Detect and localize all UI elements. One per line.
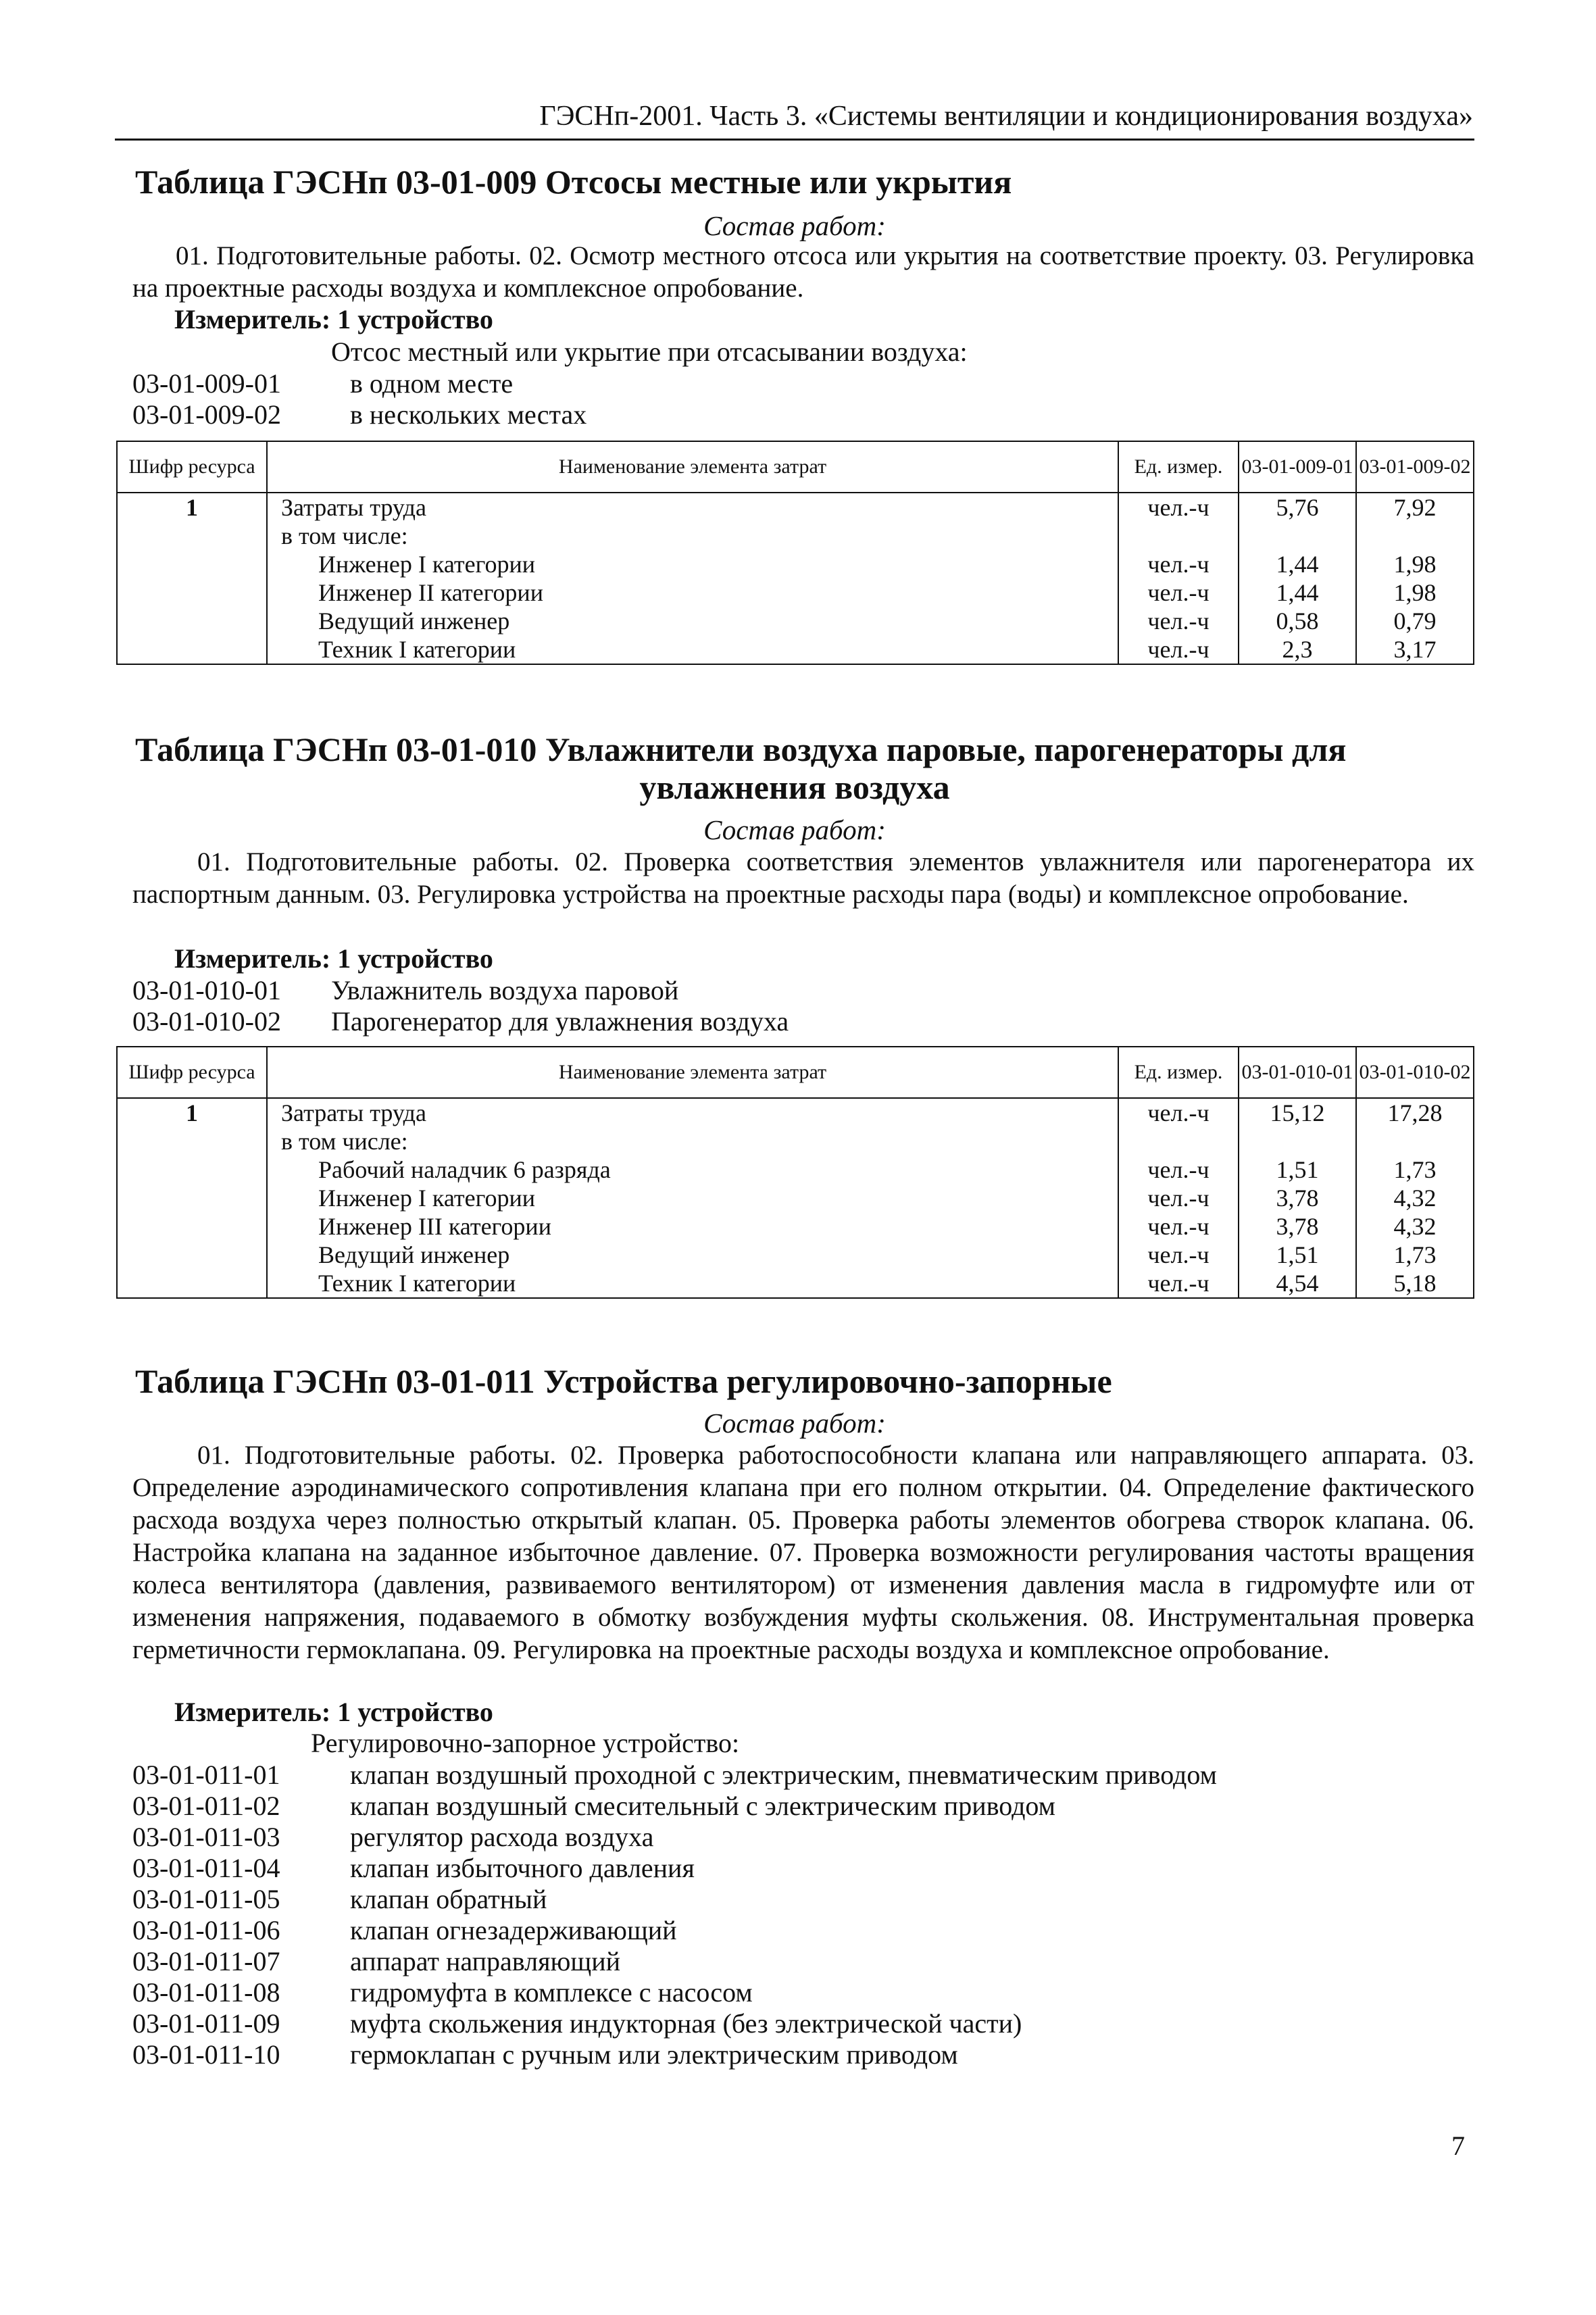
item-code: 03-01-011-06: [132, 1915, 280, 1945]
section3-meter: Измеритель: 1 устройство: [174, 1697, 493, 1727]
item-text: гермоклапан с ручным или электрическим приводом: [350, 2039, 958, 2070]
section2-meter: Измеритель: 1 устройство: [174, 943, 493, 974]
cell-code: [117, 578, 267, 607]
section1-group-label: Отсос местный или укрытие при отсасывании воздуха:: [331, 337, 968, 367]
header-resource-code: Шифр ресурса: [117, 1047, 267, 1098]
cell-value: 1,98: [1356, 550, 1474, 578]
header-unit: Ед. измер.: [1118, 441, 1239, 493]
cell-name: Затраты труда: [267, 1098, 1118, 1127]
header-cost-element: Наименование элемента затрат: [267, 441, 1118, 493]
cell-unit: чел.-ч: [1118, 578, 1239, 607]
item-text: аппарат направляющий: [350, 1946, 620, 1976]
table-row: [117, 550, 1474, 578]
cell-name: в том числе:: [267, 522, 1118, 550]
section3-group-label: Регулировочно-запорное устройство:: [311, 1728, 740, 1758]
cell-name: Ведущий инженер: [267, 607, 1118, 635]
item-text: клапан избыточного давления: [350, 1853, 695, 1883]
cell-code: [117, 1184, 267, 1212]
table-row: [117, 1241, 1474, 1269]
cell-value: 1,73: [1356, 1241, 1474, 1269]
cell-name: Затраты труда: [267, 493, 1118, 522]
section1-cost-table: [116, 441, 1474, 665]
cell-value: 1,98: [1356, 578, 1474, 607]
section1-works-heading: Состав работ:: [703, 210, 886, 241]
cell-value: 5,76: [1239, 493, 1356, 522]
cell-name: в том числе:: [267, 1127, 1118, 1155]
cell-value: 4,54: [1239, 1269, 1356, 1298]
cell-name: Техник I категории: [267, 1269, 1118, 1298]
cell-unit: чел.-ч: [1118, 607, 1239, 635]
item-text: клапан обратный: [350, 1884, 547, 1914]
cell-name: Рабочий наладчик 6 разряда: [267, 1155, 1118, 1184]
cell-code: [117, 1241, 267, 1269]
cell-code: [117, 607, 267, 635]
cell-unit: чел.-ч: [1118, 1212, 1239, 1241]
item-code: 03-01-011-03: [132, 1822, 280, 1852]
cell-unit: чел.-ч: [1118, 1241, 1239, 1269]
header-norm-col1: 03-01-010-01: [1239, 1047, 1356, 1098]
section1-title: Таблица ГЭСНп 03-01-009 Отсосы местные или укрытия: [135, 163, 1012, 201]
cell-value: [1356, 522, 1474, 550]
cell-code: [117, 1212, 267, 1241]
section1-works-text: 01. Подготовительные работы. 02. Осмотр местного отсоса или укрытия на соответствие проекту. 03. Регулировка на проектные расходы воздуха и комплексное опробование.: [132, 241, 1474, 303]
cell-value: 2,3: [1239, 635, 1356, 664]
table-row: [117, 1184, 1474, 1212]
item-code: 03-01-011-01: [132, 1760, 280, 1790]
table-row: [117, 635, 1474, 664]
cell-code: 1: [117, 493, 267, 522]
section1-meter: Измеритель: 1 устройство: [174, 304, 493, 334]
cell-value: 1,51: [1239, 1241, 1356, 1269]
cell-unit: чел.-ч: [1118, 493, 1239, 522]
item-code: 03-01-011-05: [132, 1884, 280, 1914]
cell-code: [117, 522, 267, 550]
item-text: клапан огнезадерживающий: [350, 1915, 677, 1945]
section2-title-line1: Таблица ГЭСНп 03-01-010 Увлажнители воздуха паровые, парогенераторы для: [135, 730, 1347, 768]
item-text: регулятор расхода воздуха: [350, 1822, 654, 1852]
cell-unit: чел.-ч: [1118, 1184, 1239, 1212]
table-row: [117, 1098, 1474, 1127]
header-divider: [115, 139, 1474, 141]
header-norm-col1: 03-01-009-01: [1239, 441, 1356, 493]
cell-value: 17,28: [1356, 1098, 1474, 1127]
page-number: 7: [1451, 2131, 1465, 2161]
cell-value: [1356, 1127, 1474, 1155]
item-text: Парогенератор для увлажнения воздуха: [331, 1006, 789, 1037]
item-text: в одном месте: [350, 368, 514, 399]
cell-value: 1,51: [1239, 1155, 1356, 1184]
item-code: 03-01-011-09: [132, 2008, 280, 2039]
cell-unit: чел.-ч: [1118, 1155, 1239, 1184]
cell-name: Инженер III категории: [267, 1212, 1118, 1241]
item-text: муфта скольжения индукторная (без электрической части): [350, 2008, 1022, 2039]
cell-unit: чел.-ч: [1118, 1098, 1239, 1127]
section2-works-text: 01. Подготовительные работы. 02. Проверка соответствия элементов увлажнителя или парогенератора их паспортным данным. 03. Регулировка устройства на проектные расходы пара (воды) и комплексное опробование.: [132, 847, 1474, 909]
cell-unit: чел.-ч: [1118, 550, 1239, 578]
cell-code: [117, 1269, 267, 1298]
cell-value: 1,73: [1356, 1155, 1474, 1184]
item-text: клапан воздушный смесительный с электрическим приводом: [350, 1791, 1055, 1821]
cell-unit: [1118, 522, 1239, 550]
cell-name: Техник I категории: [267, 635, 1118, 664]
cell-code: [117, 635, 267, 664]
cell-name: Инженер II категории: [267, 578, 1118, 607]
item-code: 03-01-009-02: [132, 399, 281, 430]
cell-code: [117, 1155, 267, 1184]
table-header-row: [117, 441, 1474, 493]
cell-unit: [1118, 1127, 1239, 1155]
running-header: ГЭСНп-2001. Часть 3. «Системы вентиляции и кондиционирования воздуха»: [539, 101, 1473, 132]
table-row: [117, 607, 1474, 635]
item-text: Увлажнитель воздуха паровой: [331, 975, 679, 1005]
cell-name: Инженер I категории: [267, 1184, 1118, 1212]
item-code: 03-01-011-04: [132, 1853, 280, 1883]
section2-works-heading: Состав работ:: [703, 814, 886, 845]
item-code: 03-01-011-08: [132, 1977, 280, 2008]
item-code: 03-01-011-07: [132, 1946, 280, 1976]
cell-value: 3,78: [1239, 1212, 1356, 1241]
header-unit: Ед. измер.: [1118, 1047, 1239, 1098]
table-row: [117, 493, 1474, 522]
table-row: [117, 578, 1474, 607]
header-norm-col2: 03-01-010-02: [1356, 1047, 1474, 1098]
header-norm-col2: 03-01-009-02: [1356, 441, 1474, 493]
cell-value: 1,44: [1239, 550, 1356, 578]
table-row: [117, 1212, 1474, 1241]
cell-value: 4,32: [1356, 1184, 1474, 1212]
item-code: 03-01-010-02: [132, 1006, 281, 1037]
cell-value: 0,79: [1356, 607, 1474, 635]
cell-value: 3,17: [1356, 635, 1474, 664]
cell-value: 7,92: [1356, 493, 1474, 522]
table-row: [117, 1155, 1474, 1184]
cell-code: [117, 550, 267, 578]
item-code: 03-01-011-10: [132, 2039, 280, 2070]
cell-value: [1239, 1127, 1356, 1155]
cell-value: 0,58: [1239, 607, 1356, 635]
table-row: [117, 522, 1474, 550]
header-cost-element: Наименование элемента затрат: [267, 1047, 1118, 1098]
section3-works-text: 01. Подготовительные работы. 02. Проверка работоспособности клапана или направляющего аппарата. 03. Определение аэродинамического сопротивления клапана при его полном открытии. 04. Определение фактического расхода воздуха через полностью открытый клапан. 05. Проверка работы элементов обогрева створок клапана. 06. Настройка клапана на заданное избыточное давление. 07. Проверка возможности регулирования частоты вращения колеса вентилятора (давления, развиваемого вентилятором) от изменения давления масла в гидромуфте или от изменения напряжения, подаваемого в обмотку возбуждения муфты скольжения. 08. Инструментальная проверка герметичности гермоклапана. 09. Регулировка на проектные расходы воздуха и комплексное опробование.: [132, 1441, 1474, 1664]
table-header-row: [117, 1047, 1474, 1098]
cell-unit: чел.-ч: [1118, 635, 1239, 664]
header-resource-code: Шифр ресурса: [117, 441, 267, 493]
cell-unit: чел.-ч: [1118, 1269, 1239, 1298]
item-text: клапан воздушный проходной с электрическим, пневматическим приводом: [350, 1760, 1217, 1790]
item-code: 03-01-009-01: [132, 368, 281, 399]
cell-value: 15,12: [1239, 1098, 1356, 1127]
section3-works-heading: Состав работ:: [703, 1408, 886, 1439]
cell-value: 3,78: [1239, 1184, 1356, 1212]
cell-value: 4,32: [1356, 1212, 1474, 1241]
section2-cost-table: [116, 1046, 1474, 1299]
item-text: в нескольких местах: [350, 399, 587, 430]
item-code: 03-01-010-01: [132, 975, 281, 1005]
cell-value: 1,44: [1239, 578, 1356, 607]
cell-code: [117, 1127, 267, 1155]
table-row: [117, 1127, 1474, 1155]
cell-value: [1239, 522, 1356, 550]
section2-title-line2: увлажнения воздуха: [639, 768, 950, 806]
cell-name: Ведущий инженер: [267, 1241, 1118, 1269]
cell-name: Инженер I категории: [267, 550, 1118, 578]
cell-value: 5,18: [1356, 1269, 1474, 1298]
table-row: [117, 1269, 1474, 1298]
cell-code: 1: [117, 1098, 267, 1127]
item-code: 03-01-011-02: [132, 1791, 280, 1821]
section3-title: Таблица ГЭСНп 03-01-011 Устройства регулировочно-запорные: [135, 1362, 1112, 1400]
item-text: гидромуфта в комплексе с насосом: [350, 1977, 753, 2008]
